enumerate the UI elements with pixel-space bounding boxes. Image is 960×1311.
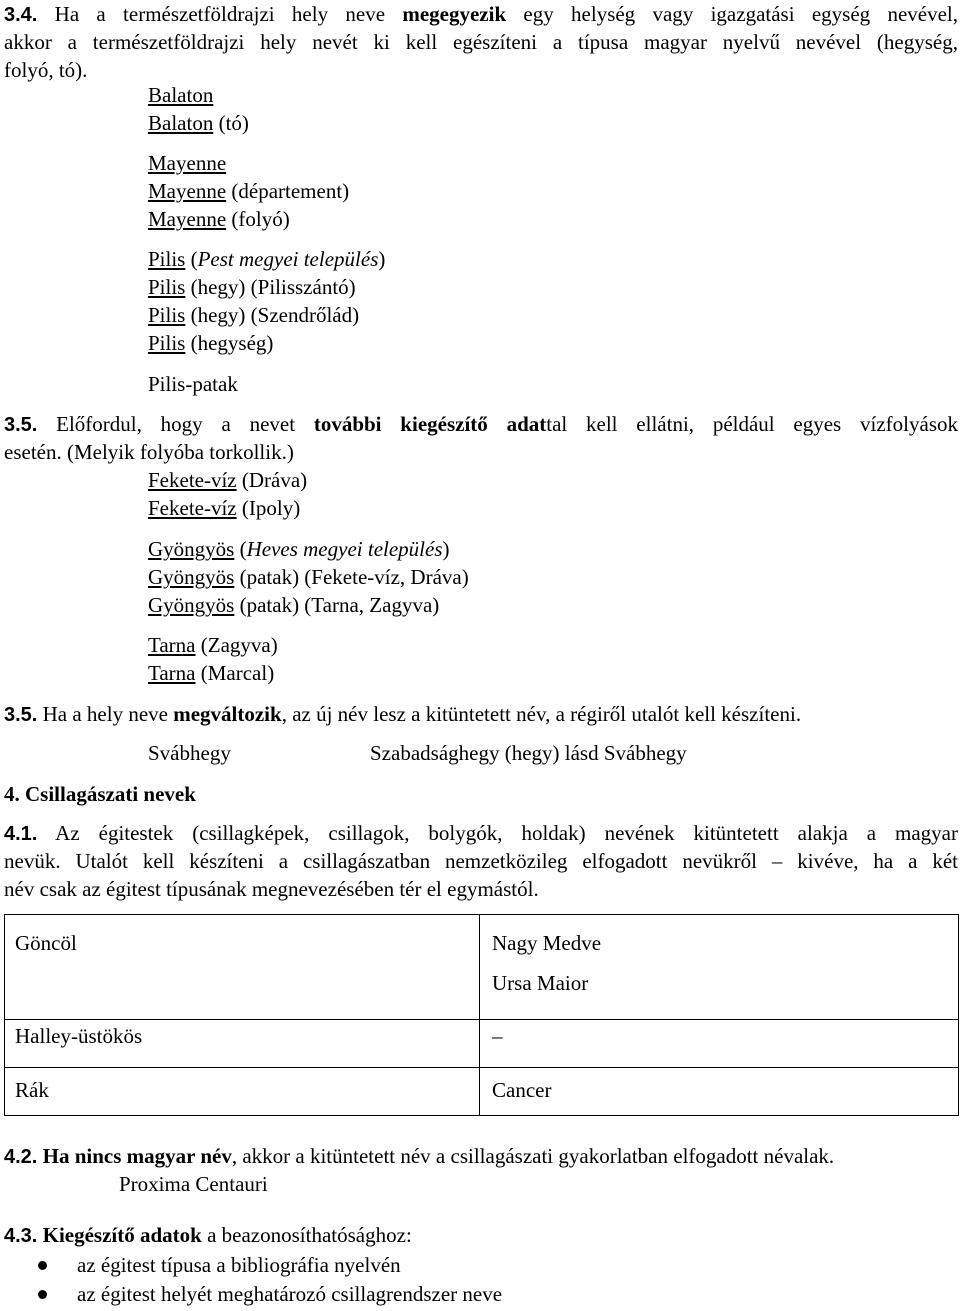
table-row-divider [5,1067,958,1068]
section-3-4-line-1 [4,0,958,29]
list-item: az égitest helyét meghatározó csillagrendszer neve [77,1282,503,1306]
example-pilis-patak: Pilis-patak [148,372,238,396]
section-number: 4.2. [4,1146,38,1168]
example-fekete-drava: Fekete-víz (Dráva) [148,468,308,492]
example-pilis-hegy-2: Pilis (hegy) (Szendrőlád) [148,303,360,327]
example-fekete-ipoly: Fekete-víz (Ipoly) [148,496,301,520]
example-proxima-centauri: Proxima Centauri [119,1172,268,1196]
example-pilis-pest: Pilis (Pest megyei település) [148,247,386,271]
example-balaton-to: Balaton (tó) [148,111,249,135]
example-szabadsaghegy: Szabadsághegy (hegy) lásd Svábhegy [370,741,687,765]
table-cell-rak: Rák [15,1078,49,1102]
section-3-4-line-2: akkor a természetföldrajzi hely nevét ki kell egészíteni a típusa magyar nyelvű nevével (hegység, [4,30,958,54]
section-number: 4.1. [4,823,38,845]
section-number: 4.3. [4,1225,38,1247]
section-4-2-line-1: 4.2. Ha nincs magyar név, akkor a kitüntetett név a csillagászati gyakorlatban elfogadott névalak. [4,1144,835,1168]
text: egy helység vagy igazgatási egység nevével, [506,2,959,26]
table-cell-halley: Halley-üstökös [15,1024,143,1048]
section-3-5a-line-1: 3.5. Előfordul, hogy a nevet további kiegészítő adattal kell ellátni, például egyes vízfolyások [4,412,958,436]
table-cell-dash: – [492,1024,503,1048]
example-gyongyos-patak-1: Gyöngyös (patak) (Fekete-víz, Dráva) [148,565,469,589]
section-number: 3.5. [4,704,38,726]
bullet-icon [38,1261,47,1270]
table-cell-goncol: Göncöl [15,931,77,955]
list-item: az égitest típusa a bibliográfia nyelvén [77,1253,401,1277]
table-cell-nagy-medve: Nagy Medve [492,931,602,955]
section-4-3-line-1: 4.3. Kiegészítő adatok a beazonosíthatósághoz: [4,1223,412,1247]
table-cell-cancer: Cancer [492,1078,552,1102]
section-3-5b-line-1: 3.5. Ha a hely neve megváltozik, az új név lesz a kitüntetett név, a régiről utalót kell készíteni. [4,702,802,726]
example-pilis-hegyseg: Pilis (hegység) [148,331,274,355]
bullet-icon [38,1290,47,1299]
example-svabhegy: Svábhegy [148,741,231,765]
example-mayenne: Mayenne [148,151,227,175]
table-cell-ursa-maior: Ursa Maior [492,971,589,995]
example-tarna-marcal: Tarna (Marcal) [148,661,275,685]
example-gyongyos-heves: Gyöngyös (Heves megyei település) [148,537,450,561]
example-tarna-zagyva: Tarna (Zagyva) [148,633,278,657]
section-4-1-line-3: név csak az égitest típusának megnevezésében tér el egymástól. [4,877,539,901]
section-number: 3.4. [4,4,38,26]
text: Ha a természetföldrajzi hely neve [54,2,403,26]
example-gyongyos-patak-2: Gyöngyös (patak) (Tarna, Zagyva) [148,593,440,617]
example-mayenne-departement: Mayenne (département) [148,179,350,203]
example-mayenne-folyo: Mayenne (folyó) [148,207,290,231]
section-3-4-line-3: folyó, tó). [4,58,88,82]
section-3-5a-line-2: esetén. (Melyik folyóba torkollik.) [4,440,294,464]
table-row-divider [5,1019,958,1020]
table-column-divider [479,915,480,1115]
section-4-1-line-2: nevük. Utalót kell készíteni a csillagászatban nemzetközileg elfogadott nevükről – kivéve, ha a két [4,849,958,873]
example-pilis-hegy-1: Pilis (hegy) (Pilisszántó) [148,275,356,299]
keyword: megegyezik [402,2,507,26]
section-4-1-line-1: 4.1. Az égitestek (csillagképek, csillagok, bolygók, holdak) nevének kitüntetett alakja a magyar [4,821,958,845]
section-4-heading: 4. Csillagászati nevek [4,782,196,806]
example-table [4,914,959,1116]
example-balaton: Balaton [148,83,214,107]
section-number: 3.5. [4,414,38,436]
